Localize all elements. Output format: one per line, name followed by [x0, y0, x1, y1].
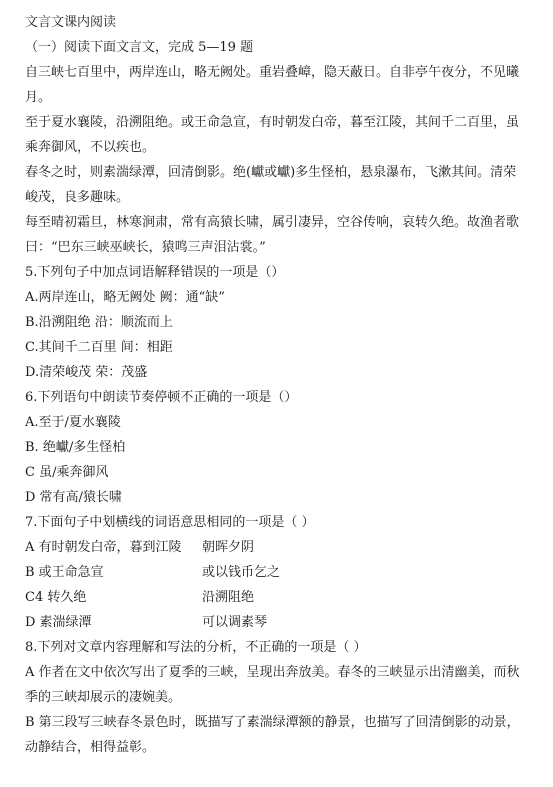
option-right-text: 或以钱币乞之: [202, 565, 281, 580]
question-stem: 6.下列语句中朗读节奏停顿不正确的一项是（）: [25, 390, 298, 405]
option-left-text: A 有时朝发白帝，暮到江陵: [25, 540, 182, 555]
question-5: [25, 260, 535, 385]
question-stem: 7.下面句子中划横线的词语意思相同的一项是（ ）: [25, 515, 315, 530]
option-b: [25, 560, 535, 585]
option-d: D.清荣峻茂 荣：茂盛: [25, 365, 148, 380]
option-text-line: A 作者在文中依次写出了夏季的三峡，呈现出奔放美。春冬的三峡显示出清幽美，而秋: [25, 665, 520, 680]
passage-line: 月。: [25, 90, 52, 105]
option-right-text: 朝晖夕阴: [202, 540, 255, 555]
option-b: B.沿溯阻绝 沿：顺流而上: [25, 315, 173, 330]
option-left-text: B 或王命急宣: [25, 565, 104, 580]
option-left-text: D 素湍绿潭: [25, 615, 92, 630]
passage-line: 春冬之时，则素湍绿潭，回清倒影。绝(巘或巘)多生怪柏，悬泉瀑布，飞漱其间。清荣: [25, 165, 517, 180]
option-left-text: C4 转久绝: [25, 590, 87, 605]
passage-line: 乘奔御风，不以疾也。: [25, 140, 156, 155]
option-a: [25, 535, 535, 560]
question-stem: 8.下列对文章内容理解和写法的分析，不正确的一项是（ ）: [25, 640, 367, 655]
option-right-text: 可以调素琴: [202, 615, 268, 630]
passage-line: 峻茂，良多趣味。: [25, 190, 130, 205]
option-right-text: 沿溯阻绝: [202, 590, 255, 605]
option-text-line: 季的三峡却展示的凄婉美。: [25, 690, 182, 705]
question-6: [25, 385, 535, 510]
option-text-line: B 第三段写三峡春冬景色时，既描写了素湍绿潭额的静景，也描写了回清倒影的动景，: [25, 715, 520, 730]
passage-line: 每至晴初霜旦，林寒涧肃，常有高猿长啸，属引凄异，空谷传响，哀转久绝。故渔者歌: [25, 215, 520, 230]
document-heading: 文言文课内阅读: [25, 15, 117, 30]
option-d: [25, 610, 535, 635]
option-c: C.其间千二百里 间：相距: [25, 340, 173, 355]
option-a: A.至于/夏水襄陵: [25, 415, 121, 430]
section-instruction: （一）阅读下面文言文，完成 5—19 题: [25, 40, 254, 55]
document-page: [25, 10, 535, 760]
question-8: [25, 635, 535, 760]
question-7: [25, 510, 535, 635]
option-d: D 常有高/猿长啸: [25, 490, 122, 505]
option-c: [25, 585, 535, 610]
option-b: B. 绝巘/多生怪柏: [25, 440, 126, 455]
option-a: A.两岸连山，略无阙处 阙：通“缺”: [25, 290, 225, 305]
passage-line: 自三峡七百里中，两岸连山，略无阙处。重岩叠嶂，隐天蔽日。自非亭午夜分，不见曦: [25, 65, 520, 80]
question-stem: 5.下列句子中加点词语解释错误的一项是（）: [25, 265, 285, 280]
option-c: C 虽/乘奔御风: [25, 465, 109, 480]
passage-line: 曰：“巴东三峡巫峡长，猿鸣三声泪沾裳。”: [25, 240, 266, 255]
classical-passage: [25, 60, 535, 260]
passage-line: 至于夏水襄陵，沿溯阻绝。或王命急宣，有时朝发白帝，暮至江陵，其间千二百里，虽: [25, 115, 520, 130]
option-text-line: 动静结合，相得益彰。: [25, 740, 156, 755]
